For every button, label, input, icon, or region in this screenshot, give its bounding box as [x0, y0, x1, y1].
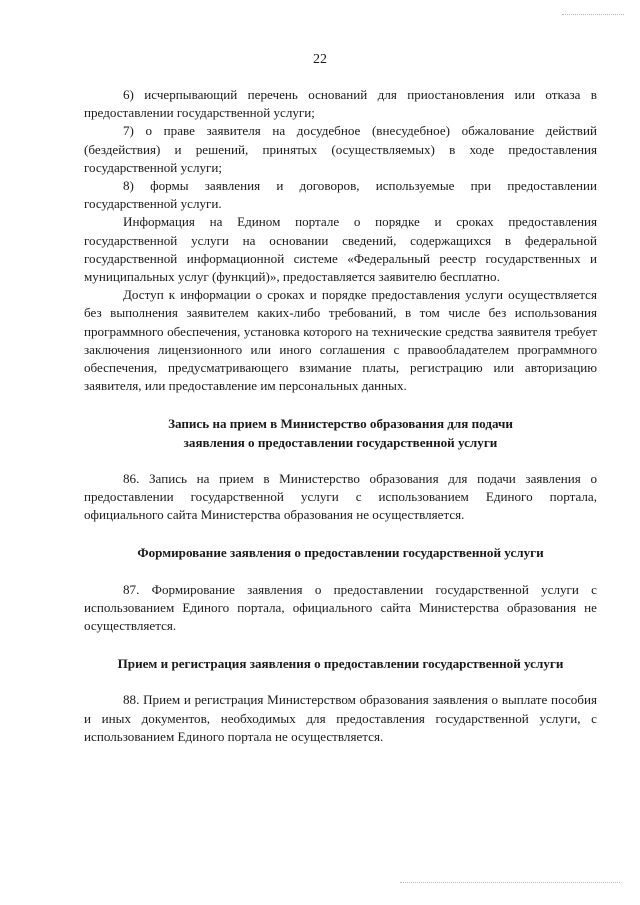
document-body — [84, 86, 597, 746]
scan-artifact-top — [562, 14, 624, 15]
paragraph-87: 87. Формирование заявления о предоставлении государственной услуги с использованием Единого портала, официального сайта Министерства образования не осуществляется. — [84, 581, 597, 634]
section-heading-line: заявления о предоставлении государственной услуги — [183, 434, 498, 450]
list-item-8: 8) формы заявления и договоров, используемые при предоставлении государственной услуги. — [84, 178, 597, 212]
page-number: 22 — [313, 52, 327, 67]
scan-artifact-bottom — [400, 882, 620, 883]
paragraph-access-info: Доступ к информации о сроках и порядке предоставления услуги осуществляется без выполнения заявителем каких-либо требований, в том числе без использования программного обеспечения, установка которого на технические средства заявителя требует заключения лицензионного или иного соглашения с правообладателем программного обеспечения, предусматривающего взимание платы, регистрацию или авторизацию заявителя, или предоставление им персональных данных. — [84, 287, 597, 394]
section-heading-reception-registration: Прием и регистрация заявления о предоставлении государственной услуги — [117, 656, 564, 672]
section-heading-appointment — [84, 415, 597, 451]
section-heading-line: Запись на прием в Министерство образования для подачи — [168, 416, 513, 432]
list-item-7: 7) о праве заявителя на досудебное (внесудебное) обжалование действий (бездействия) и решений, принятых (осуществляемых) в ходе предоставления государственной услуги; — [84, 123, 597, 175]
paragraph-portal-info: Информация на Едином портале о порядке и сроках предоставления государственной услуги на основании сведений, содержащихся в федеральной государственной информационной системе «Федеральный реестр государственных и муниципальных услуг (функций)», предоставляется заявителю бесплатно. — [84, 214, 597, 285]
paragraph-88: 88. Прием и регистрация Министерством образования заявления о выплате пособия и иных документов, необходимых для предоставления государственной услуги, с использованием Единого портала не осуществляется. — [84, 692, 597, 744]
paragraph-86: 86. Запись на прием в Министерство образования для подачи заявления о предоставлении государственной услуги с использованием Единого портала, официального сайта Министерства образования не осуществляется. — [84, 470, 597, 523]
section-heading-application-forming: Формирование заявления о предоставлении государственной услуги — [137, 545, 544, 561]
list-item-6: 6) исчерпывающий перечень оснований для приостановления или отказа в предоставлении государственной услуги; — [84, 87, 597, 121]
